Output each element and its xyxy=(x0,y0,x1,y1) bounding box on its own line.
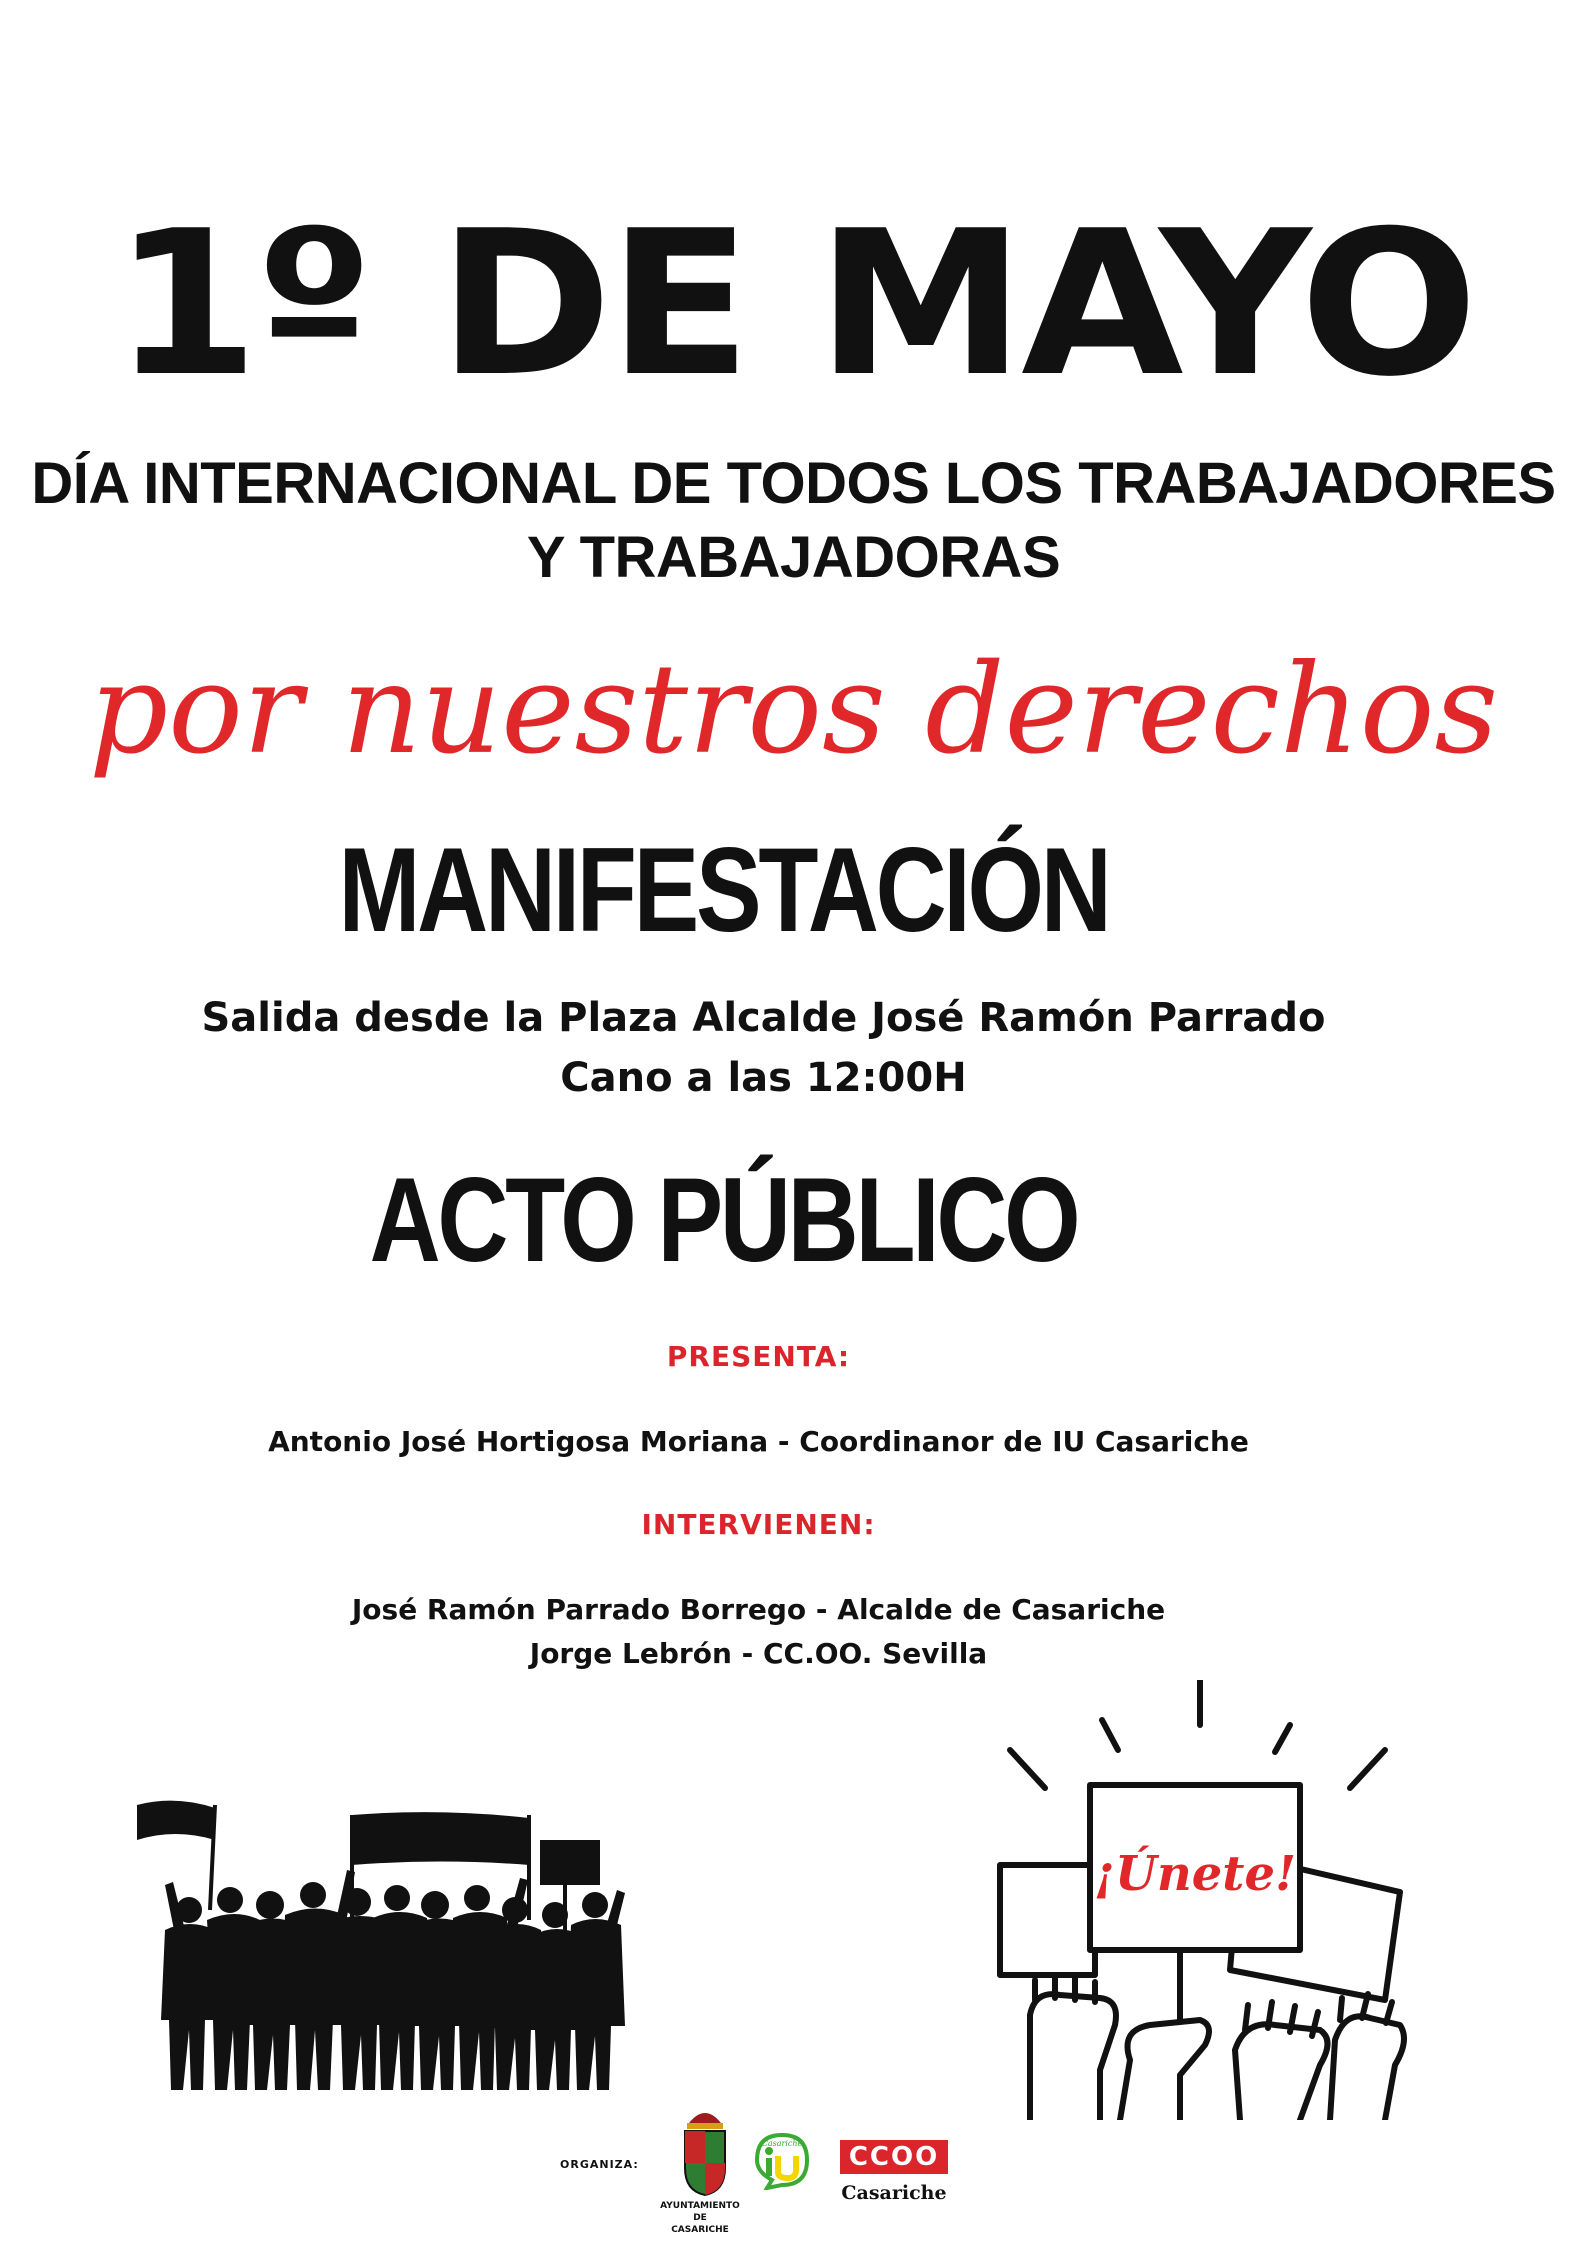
route-line-2: Cano a las 12:00H xyxy=(560,1055,967,1101)
manifestacion-heading: MANIFESTACIÓN xyxy=(338,823,1109,957)
acto-publico-heading: ACTO PÚBLICO xyxy=(369,1153,1078,1287)
ayto-label-line-1: AYUNTAMIENTO DE xyxy=(660,2201,740,2223)
sign-text: ¡Únete! xyxy=(1093,1846,1297,1902)
iu-label: Casariche xyxy=(761,2139,803,2148)
crowd-silhouette-icon xyxy=(135,1790,655,2090)
ccoo-logo-icon: CCOO xyxy=(840,2140,948,2174)
poster-title: 1º DE MAYO xyxy=(112,188,1475,421)
ayto-label-line-2: CASARICHE xyxy=(671,2225,729,2235)
intervienen-label: INTERVIENEN: xyxy=(641,1508,876,1541)
organiza-label: ORGANIZA: xyxy=(560,2158,639,2171)
slogan: por nuestros derechos xyxy=(88,638,1499,782)
ayuntamiento-shield-icon xyxy=(675,2103,735,2198)
subtitle-line-1: DÍA INTERNACIONAL DE TODOS LOS TRABAJADORES xyxy=(31,451,1556,516)
ccoo-city-label: Casariche xyxy=(841,2182,947,2204)
route-line-1: Salida desde la Plaza Alcalde José Ramón Parrado xyxy=(201,995,1326,1041)
speaker-line-1: José Ramón Parrado Borrego - Alcalde de Casariche xyxy=(351,1593,1166,1626)
route-info xyxy=(0,988,1557,1108)
speaker-line-2: Jorge Lebrón - CC.OO. Sevilla xyxy=(529,1637,988,1670)
speakers-list xyxy=(0,1588,1552,1676)
iu-logo-icon xyxy=(752,2130,812,2190)
poster-subtitle xyxy=(0,447,1587,595)
subtitle-line-2: Y TRABAJADORAS xyxy=(526,525,1061,590)
ayuntamiento-label xyxy=(655,2200,745,2236)
presenta-name: Antonio José Hortigosa Moriana - Coordinanor de IU Casariche xyxy=(268,1425,1249,1458)
protest-hands-icon xyxy=(990,1680,1430,2120)
presenta-label: PRESENTA: xyxy=(666,1340,851,1373)
